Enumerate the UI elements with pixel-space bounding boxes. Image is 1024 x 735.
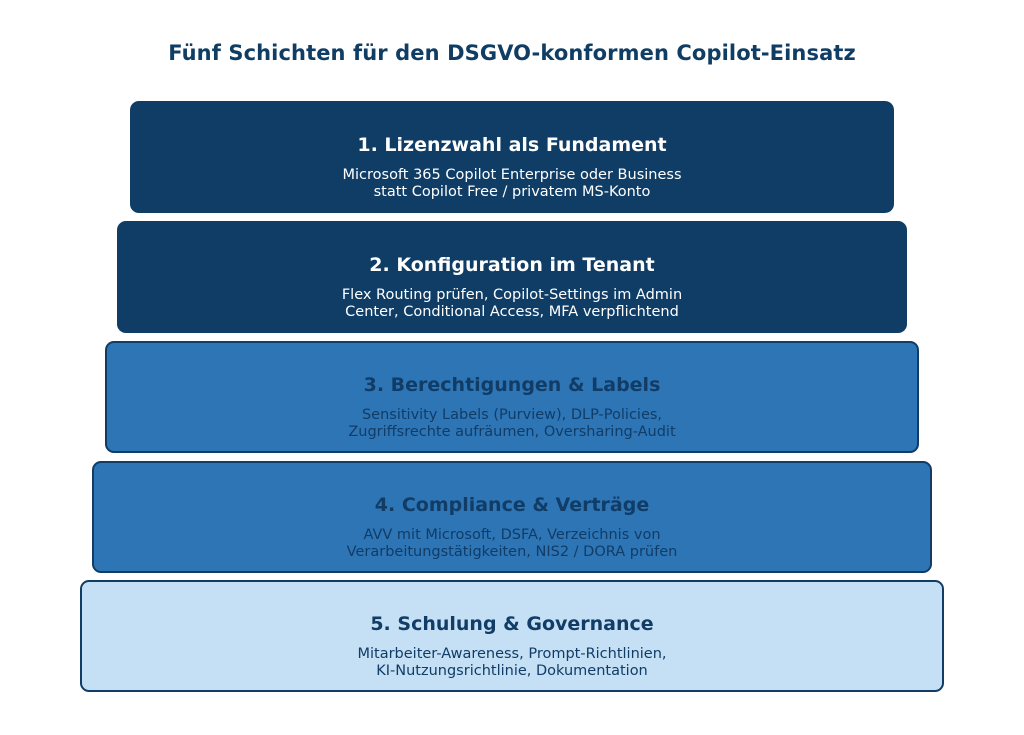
layer-1-desc-line-1: Microsoft 365 Copilot Enterprise oder Business [342,167,682,183]
layer-4-compliance [92,461,932,573]
layer-1-description [132,167,892,201]
layer-5-description [82,646,942,680]
layer-2-description [119,287,905,321]
layer-5-training [80,580,944,692]
layer-2-title: 2. Konfiguration im Tenant [369,254,655,276]
layer-4-desc-line-1: AVV mit Microsoft, DSFA, Verzeichnis von [363,527,661,543]
layer-5-desc-line-2: KI-Nutzungsrichtlinie, Dokumentation [376,663,648,679]
layer-2-desc-line-2: Center, Conditional Access, MFA verpflichtend [345,304,679,320]
layer-3-desc-line-2: Zugriffsrechte aufräumen, Oversharing-Audit [348,424,676,440]
layer-3-permissions [105,341,919,453]
layer-2-configuration [117,221,907,333]
layer-1-licensing [130,101,894,213]
layer-1-title: 1. Lizenzwahl als Fundament [357,134,667,156]
layer-3-desc-line-1: Sensitivity Labels (Purview), DLP-Policies, [361,407,663,423]
layer-2-desc-line-1: Flex Routing prüfen, Copilot-Settings im Admin [341,287,683,303]
layer-4-desc-line-2: Verarbeitungstätigkeiten, NIS2 / DORA prüfen [346,544,678,560]
layer-4-title: 4. Compliance & Verträge [374,494,650,516]
diagram-title: Fünf Schichten für den DSGVO-konformen Copilot-Einsatz [168,41,856,65]
layer-5-title: 5. Schulung & Governance [370,613,654,635]
layer-3-description [107,407,917,441]
layer-3-title: 3. Berechtigungen & Labels [363,374,661,396]
layer-4-description [94,527,930,561]
layer-5-desc-line-1: Mitarbeiter-Awareness, Prompt-Richtlinien, [357,646,667,662]
layer-1-desc-line-2: statt Copilot Free / privatem MS-Konto [373,184,651,200]
